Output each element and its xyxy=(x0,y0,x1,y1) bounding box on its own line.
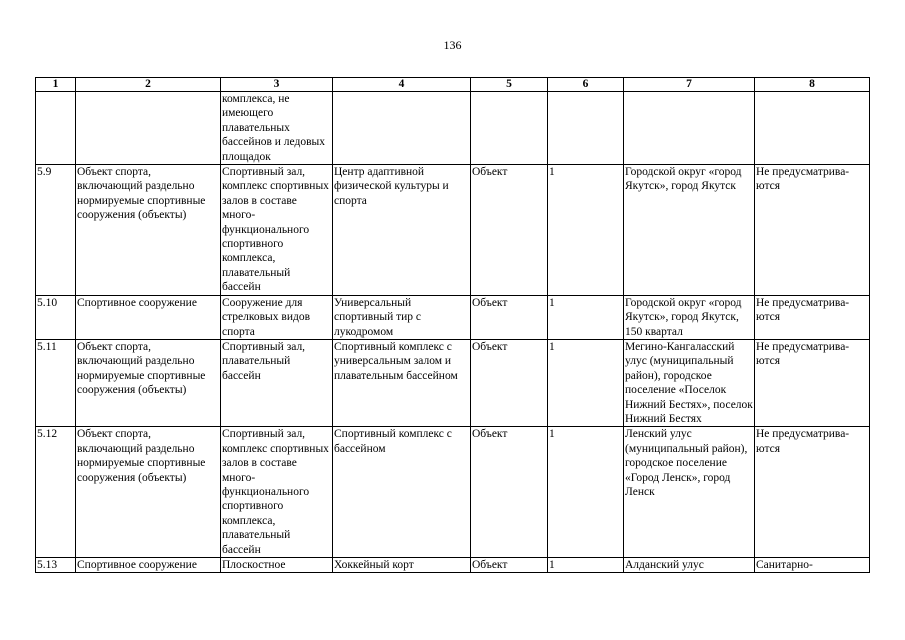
table-row xyxy=(36,558,870,573)
table-cell xyxy=(471,92,548,165)
object-count: 1 xyxy=(548,339,624,426)
document-table xyxy=(35,77,870,573)
row-number: 5.12 xyxy=(36,427,76,558)
object-unit: Объект xyxy=(471,295,548,339)
object-name: Спортивный комплекс с универсальным залом и плавательным бассейном xyxy=(333,339,471,426)
object-location: Мегино-Кангаласский улус (муниципальный район), городское поселение «Поселок Нижний Бестях», поселок Нижний Бестях xyxy=(625,340,753,425)
object-zone: Не предусматрива-ются xyxy=(755,427,870,558)
object-zone: Не предусматрива-ются xyxy=(755,295,870,339)
column-header: 2 xyxy=(76,78,221,92)
object-name: Центр адаптивной физической культуры и спорта xyxy=(333,165,471,296)
object-purpose: Спортивный зал, комплекс спортивных залов в составе много-функционального спортивного комплекса, плавательный бассейн xyxy=(221,165,333,296)
object-unit: Объект xyxy=(471,339,548,426)
table-cell xyxy=(624,92,755,165)
object-type: Объект спорта, включающий раздельно нормируемые спортивные сооружения (объекты) xyxy=(76,339,221,426)
object-purpose: Сооружение для стрелковых видов спорта xyxy=(221,295,333,339)
table-row xyxy=(36,165,870,296)
object-count: 1 xyxy=(548,165,624,296)
object-zone: Не предусматрива-ются xyxy=(755,339,870,426)
object-unit: Объект xyxy=(471,558,548,573)
object-purpose: Спортивный зал, комплекс спортивных залов в составе много-функционального спортивного комплекса, плавательный бассейн xyxy=(221,427,333,558)
object-purpose: Плоскостное xyxy=(221,558,333,573)
object-count: 1 xyxy=(548,558,624,573)
object-location: Городской округ «город Якутск», город Якутск xyxy=(624,165,755,296)
object-count: 1 xyxy=(548,295,624,339)
object-unit: Объект xyxy=(471,165,548,296)
table-row xyxy=(36,295,870,339)
row-number: 5.10 xyxy=(36,295,76,339)
object-name: Хоккейный корт xyxy=(333,558,471,573)
object-type: Спортивное сооружение xyxy=(76,295,221,339)
table-header-row xyxy=(36,78,870,92)
object-purpose: Спортивный зал, плавательный бассейн xyxy=(221,339,333,426)
column-header: 1 xyxy=(36,78,76,92)
table-row xyxy=(36,339,870,426)
object-zone: Санитарно- xyxy=(755,558,870,573)
object-type: Объект спорта, включающий раздельно нормируемые спортивные сооружения (объекты) xyxy=(76,165,221,296)
continuation-row xyxy=(36,92,870,165)
column-header: 3 xyxy=(221,78,333,92)
object-type: Спортивное сооружение xyxy=(76,558,221,573)
row-number: 5.9 xyxy=(36,165,76,296)
object-location: Алданский улус xyxy=(624,558,755,573)
table-cell xyxy=(548,92,624,165)
object-location: Городской округ «город Якутск», город Якутск, 150 квартал xyxy=(624,295,755,339)
object-zone: Не предусматрива-ются xyxy=(755,165,870,296)
page-number: 136 xyxy=(443,38,462,52)
object-unit: Объект xyxy=(471,427,548,558)
table-row xyxy=(36,427,870,558)
table-cell: комплекса, не имеющего плавательных бассейнов и ледовых площадок xyxy=(221,92,333,165)
column-header: 7 xyxy=(624,78,755,92)
table-cell xyxy=(333,92,471,165)
table-cell xyxy=(76,92,221,165)
table-cell xyxy=(36,92,76,165)
row-number: 5.13 xyxy=(36,558,76,573)
object-location: Ленский улус (муниципальный район), городское поселение «Город Ленск», город Ленск xyxy=(624,427,755,558)
column-header: 8 xyxy=(755,78,870,92)
object-type: Объект спорта, включающий раздельно нормируемые спортивные сооружения (объекты) xyxy=(76,427,221,558)
object-name: Универсальный спортивный тир с лукодромом xyxy=(333,295,471,339)
row-number: 5.11 xyxy=(36,339,76,426)
column-header: 4 xyxy=(333,78,471,92)
column-header: 5 xyxy=(471,78,548,92)
object-count: 1 xyxy=(548,427,624,558)
object-name: Спортивный комплекс с бассейном xyxy=(333,427,471,558)
column-header: 6 xyxy=(548,78,624,92)
table-cell xyxy=(755,92,870,165)
